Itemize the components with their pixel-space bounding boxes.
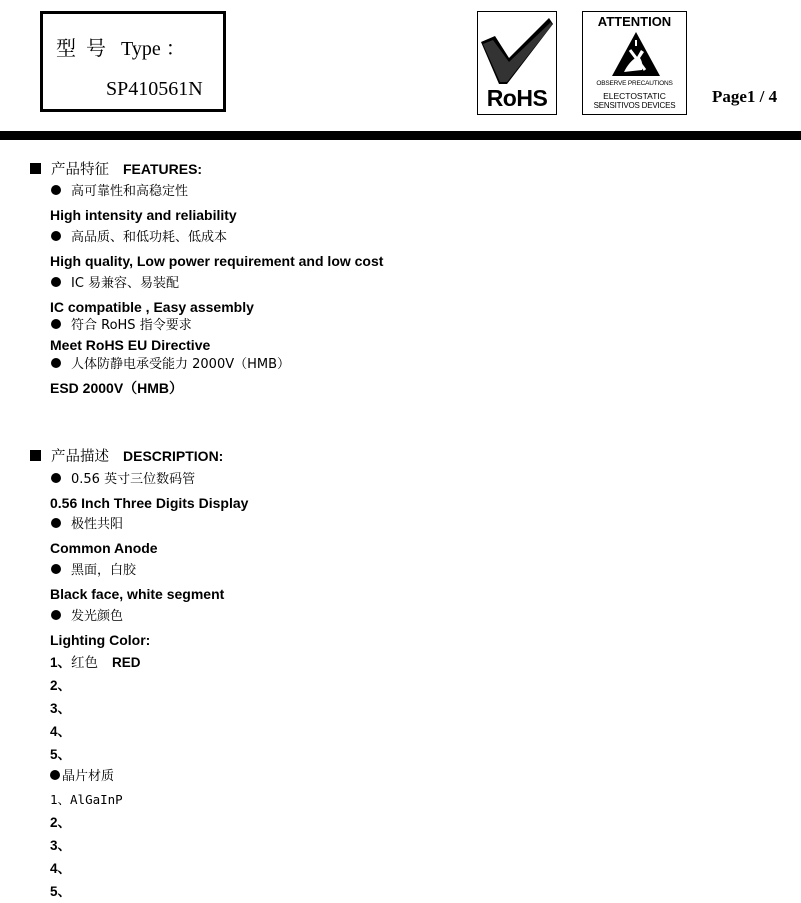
feature-item-en: Meet RoHS EU Directive (50, 337, 211, 353)
feature-item-en: IC compatible , Easy assembly (50, 299, 254, 315)
chip-material-item: 1、AlGaInP (50, 792, 123, 807)
chip-material-heading: 晶片材质 (50, 769, 114, 785)
rohs-label: RoHS (486, 85, 548, 111)
model-number: SP410561N (106, 78, 203, 100)
bullet-icon (51, 185, 61, 195)
type-label (56, 32, 186, 61)
type-label-cn: 型号 (56, 36, 116, 60)
attention-line-3: SENSITIVOS DEVICES (593, 101, 676, 110)
description-item-cn: 发光颜色 (51, 609, 123, 625)
feature-item-cn: 人体防静电承受能力 2000V（HMB） (51, 357, 290, 373)
feature-item-cn: 高品质、和低功耗、低成本 (51, 230, 227, 246)
bullet-icon (51, 610, 61, 620)
attention-line-1: OBSERVE PRECAUTIONS (596, 80, 673, 87)
description-item-en: Lighting Color: (50, 632, 151, 648)
bullet-icon (51, 319, 61, 329)
bullet-icon (50, 770, 60, 780)
esd-warning-icon (610, 30, 662, 80)
description-heading-en: DESCRIPTION: (123, 448, 224, 464)
bullet-icon (51, 473, 61, 483)
description-heading (30, 448, 223, 465)
bullet-icon (51, 518, 61, 528)
square-bullet-icon (30, 163, 41, 174)
check-mark-icon (479, 14, 555, 86)
features-heading-en: FEATURES: (123, 161, 203, 177)
feature-item-en: High quality, Low power requirement and low cost (50, 253, 384, 269)
description-item-cn: 极性共阳 (51, 517, 123, 533)
square-bullet-icon (30, 450, 41, 461)
chip-material-item: 4、 (50, 861, 72, 876)
type-label-en: Type ： (121, 38, 186, 60)
chip-material-item: 2、 (50, 815, 72, 830)
description-item-en: 0.56 Inch Three Digits Display (50, 495, 249, 511)
feature-item-en: High intensity and reliability (50, 207, 237, 223)
description-item-en: Common Anode (50, 540, 158, 556)
description-item-cn: 黑面，白胶 (51, 563, 136, 579)
page-number: Page1 / 4 (712, 87, 778, 106)
lighting-color-item: 3、 (50, 701, 72, 716)
lighting-color-item: 2、 (50, 678, 72, 693)
bullet-icon (51, 277, 61, 287)
chip-material-item: 5、 (50, 884, 72, 899)
rohs-logo (477, 11, 557, 115)
chip-material-item: 3、 (50, 838, 72, 853)
lighting-color-item: 1、红色 RED (50, 655, 141, 671)
bullet-icon (51, 231, 61, 241)
esd-attention-label (582, 11, 687, 115)
feature-item-en: ESD 2000V（HMB） (50, 380, 184, 396)
lighting-color-item: 5、 (50, 747, 72, 762)
lighting-color-item: 4、 (50, 724, 72, 739)
bullet-icon (51, 564, 61, 574)
model-type-box (40, 11, 226, 112)
bullet-icon (51, 358, 61, 368)
attention-line-2: ELECTOSTATIC (603, 91, 666, 101)
feature-item-cn: 符合 RoHS 指令要求 (51, 318, 192, 334)
description-item-cn: 0.56 英寸三位数码管 (51, 472, 195, 488)
description-heading-cn: 产品描述 (51, 449, 109, 465)
header-divider (0, 131, 801, 140)
feature-item-cn: IC 易兼容、易装配 (51, 276, 179, 292)
features-heading (30, 161, 202, 178)
feature-item-cn: 高可靠性和高稳定性 (51, 184, 188, 200)
description-item-en: Black face, white segment (50, 586, 225, 602)
features-heading-cn: 产品特征 (51, 162, 109, 178)
attention-title: ATTENTION (597, 14, 672, 29)
